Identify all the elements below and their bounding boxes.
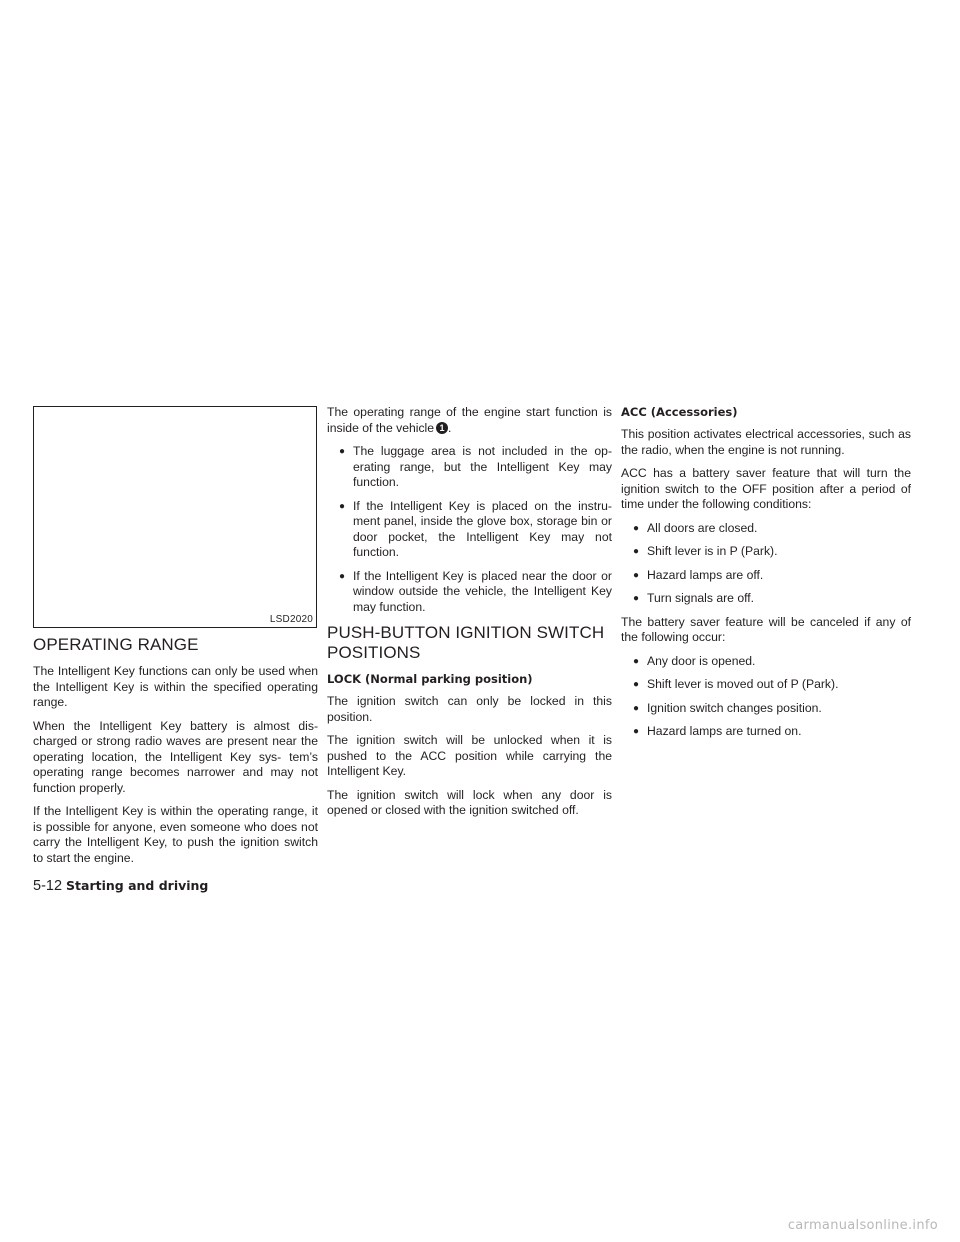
paragraph: This position activates electrical accessories, such as the radio, when the engine is not running. [621,427,911,457]
section-title: Starting and driving [66,878,209,893]
bullet-icon: ● [633,593,640,604]
figure-placeholder [33,406,317,628]
bullet-icon: ● [339,570,346,582]
bullet-icon: ● [633,569,640,581]
page-number: 5-12 [33,878,63,894]
list-item: ● If the Intelligent Key is placed near the door or window outside the vehicle, the Intelligent Key may function. [339,568,612,614]
column-left [33,406,318,874]
watermark: carmanualsonline.info [787,1218,938,1233]
paragraph: The ignition switch will lock when any door is opened or closed with the ignition switched off. [327,787,612,817]
bullet-icon: ● [633,522,640,534]
list-item: ● The luggage area is not included in the op- erating range, but the Intelligent Key may function. [339,444,612,489]
list-item: ● Shift lever is moved out of P (Park). [633,677,839,691]
subheading-lock: LOCK (Normal parking position) [327,672,533,686]
subheading-acc: ACC (Accessories) [621,405,738,419]
bullet-list [621,654,911,740]
list-item: ● If the Intelligent Key is placed on the instru- ment panel, inside the glove box, storage bin or door pocket, the Intelligent Key may not function. [339,498,612,559]
bullet-icon: ● [339,500,346,512]
list-item: ● Ignition switch changes position. [633,700,822,715]
paragraph-intro: The operating range of the engine start function is inside of the vehicle 1 . [327,405,612,435]
page-footer [33,878,208,894]
bullet-list [621,521,911,607]
list-item: ● Hazard lamps are turned on. [633,724,802,738]
list-item: ● Any door is opened. [633,653,756,668]
list-item: ● Turn signals are off. [633,591,755,605]
bullet-icon: ● [633,702,640,714]
paragraph: If the Intelligent Key is within the operating range, it is possible for anyone, even someone who does not carry the Intelligent Key, to push the ignition switch to start the engine. [33,804,318,865]
paragraph: The battery saver feature will be canceled if any of the following occur: [621,614,911,644]
paragraph: The ignition switch can only be locked in this position. [327,694,612,724]
bullet-icon: ● [633,679,640,690]
callout-1-icon: 1 [436,422,448,434]
bullet-icon: ● [339,446,346,457]
bullet-icon: ● [633,655,640,667]
list-item: ● Hazard lamps are off. [633,567,764,582]
paragraph: The Intelligent Key functions can only be used when the Intelligent Key is within the specified operating range. [33,664,318,709]
bullet-list [327,444,612,615]
column-middle [327,405,612,827]
intro-text: The operating range of the engine start function is inside of the vehicle [327,405,612,435]
column-right [621,405,911,748]
list-item: ● Shift lever is in P (Park). [633,544,778,558]
paragraph: The ignition switch will be unlocked when it is pushed to the ACC position while carrying the Intelligent Key. [327,733,612,778]
bullet-icon: ● [633,546,640,557]
paragraph: ACC has a battery saver feature that will turn the ignition switch to the OFF position after a period of time under the following conditions: [621,466,911,511]
bullet-icon: ● [633,726,640,737]
list-item: ● All doors are closed. [633,520,758,535]
paragraph: When the Intelligent Key battery is almost dis- charged or strong radio waves are present near the operating location, the Intelligent Key sys- tem’s operating range becomes narrower and may not function properly. [33,718,318,795]
heading-ignition-positions: PUSH-BUTTON IGNITION SWITCH POSITIONS [327,623,605,662]
figure-id: LSD2020 [269,614,313,625]
heading-operating-range: OPERATING RANGE [33,635,199,654]
